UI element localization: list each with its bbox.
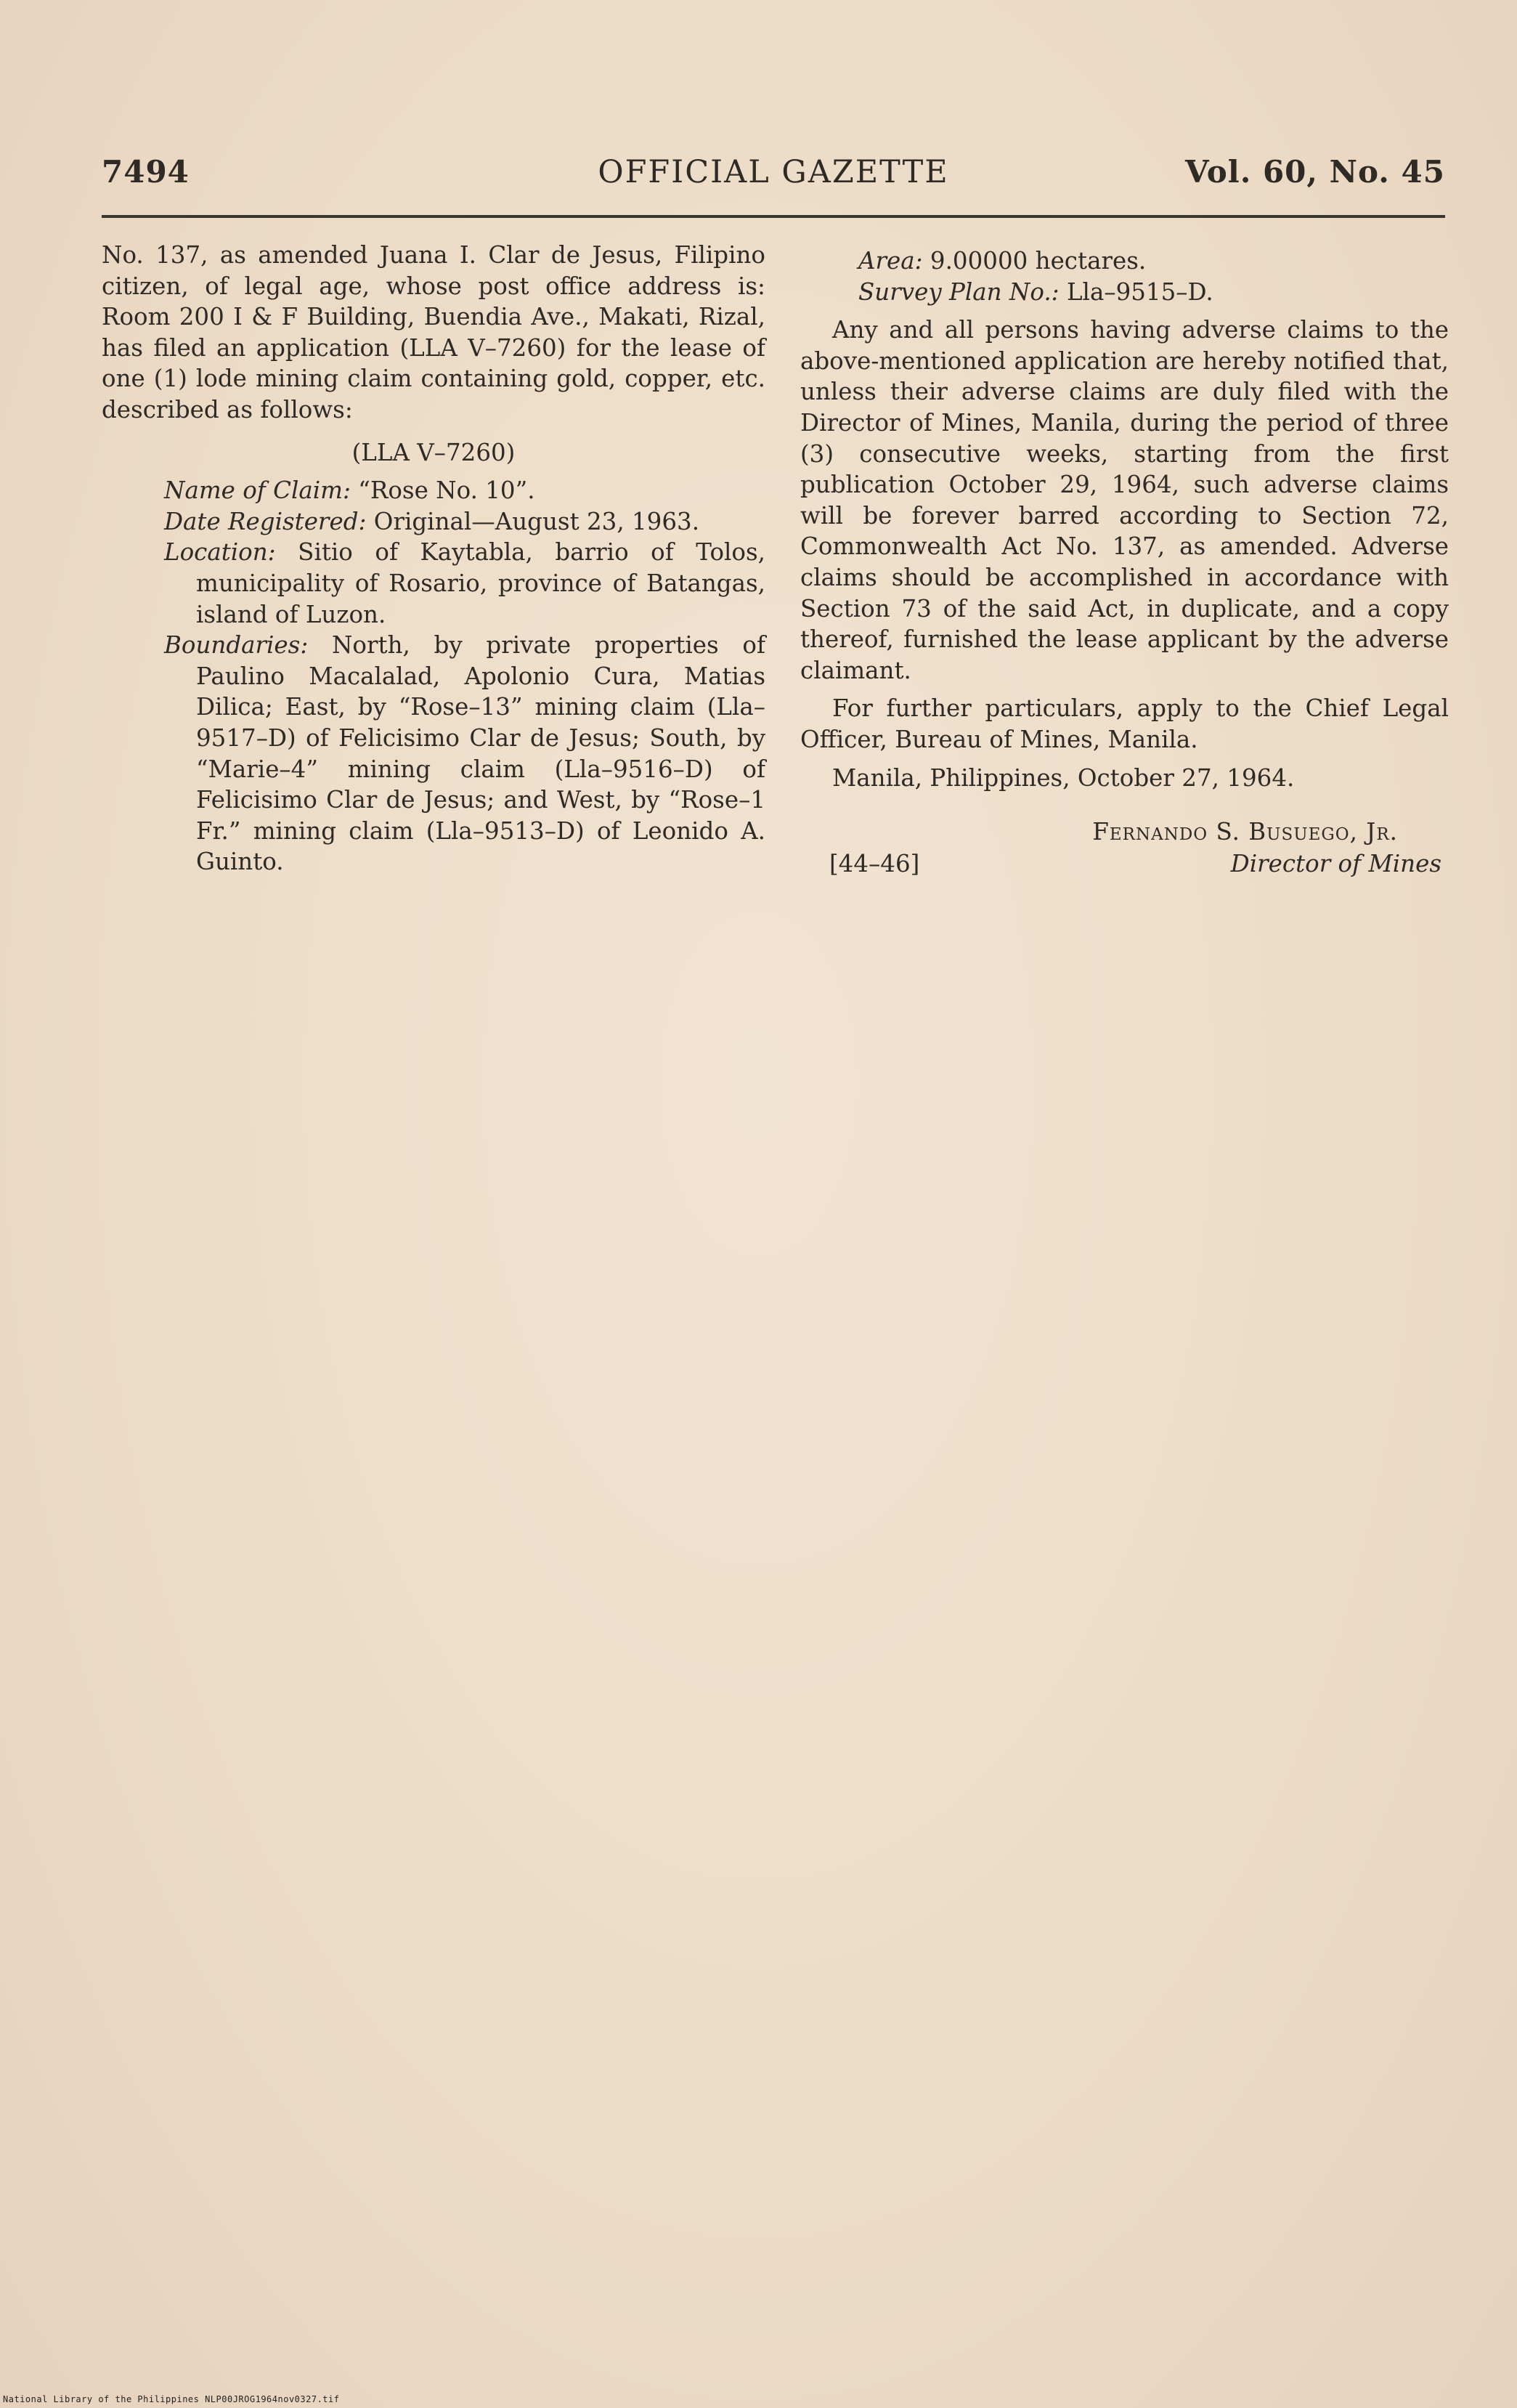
boundaries-value: North, by private properties of Paulino Macalalad, Apolonio Cura, Matias Dilica; East, by “Rose–13” mining claim (Lla–9517–D) of Felicisimo Clar de Jesus; South, by “Marie–4” mining claim (Lla–9516–D) of Felicisimo Clar de Jesus; and West, by “Rose–1 Fr.” mining claim (Lla–9513–D) of Leonido A. Guinto. [196, 631, 765, 876]
signatory-title: Director of Mines [1230, 850, 1441, 878]
location-value: Sitio of Kaytabla, barrio of Tolos, municipality of Rosario, province of Batangas, island of Luzon. [196, 538, 765, 628]
claim-name [102, 475, 765, 506]
page-number: 7494 [102, 154, 190, 190]
date-registered [102, 506, 765, 538]
header-rule [102, 215, 1445, 218]
survey-plan-label: Survey Plan No.: [858, 277, 1060, 306]
volume-number: Vol. 60, No. 45 [1185, 154, 1445, 190]
application-number: (LLA V–7260) [351, 438, 516, 466]
boundaries-label: Boundaries: [164, 631, 309, 660]
publication-reference: [44–46] [829, 850, 920, 878]
date-registered-value: Original—August 23, 1963. [366, 507, 700, 535]
location-label: Location: [164, 538, 276, 567]
boundaries [102, 630, 765, 877]
date-registered-label: Date Registered: [164, 507, 367, 535]
adverse-claims-notice: Any and all persons having adverse claims to the above-mentioned application are hereby notified that, unless their adverse claims are duly filed with the Director of Mines, Manila, during the period of three (3) consecutive weeks, starting from the first publication October 29, 1964, such adverse claims will be forever barred according to Section 72, Commonwealth Act No. 137, as amended. Adverse claims should be accomplished in accordance with Section 73 of the said Act, in duplicate, and a copy thereof, furnished the lease applicant by the adverse claimant. [800, 316, 1449, 684]
area-value: 9.00000 hectares. [922, 247, 1147, 275]
area [800, 246, 1449, 277]
claim-name-value: “Rose No. 10”. [350, 477, 535, 505]
right-column [800, 246, 1449, 886]
signatory-name: Fernando S. Busuego, Jr. [1092, 818, 1398, 846]
claim-name-label: Name of Claim: [164, 477, 351, 505]
area-label: Area: [858, 247, 923, 275]
location [102, 537, 765, 630]
left-column [102, 240, 765, 877]
signature-block [800, 816, 1449, 886]
further-particulars: For further particulars, apply to the Chief Legal Officer, Bureau of Mines, Manila. [800, 694, 1449, 753]
page-header [102, 154, 1445, 205]
scan-footer: National Library of the Philippines NLP00JROG1964nov0327.tif [3, 2394, 340, 2404]
survey-plan [800, 277, 1449, 308]
publication-title: OFFICIAL GAZETTE [598, 154, 949, 190]
dateline: Manila, Philippines, October 27, 1964. [832, 763, 1295, 792]
survey-plan-value: Lla–9515–D. [1059, 277, 1213, 306]
intro-paragraph: No. 137, as amended Juana I. Clar de Jesus, Filipino citizen, of legal age, whose post office address is: Room 200 I & F Building, Buendia Ave., Makati, Rizal, has filed an application (LLA V–7260) for the lease of one (1) lode mining claim containing gold, copper, etc. described as follows: [102, 241, 765, 423]
